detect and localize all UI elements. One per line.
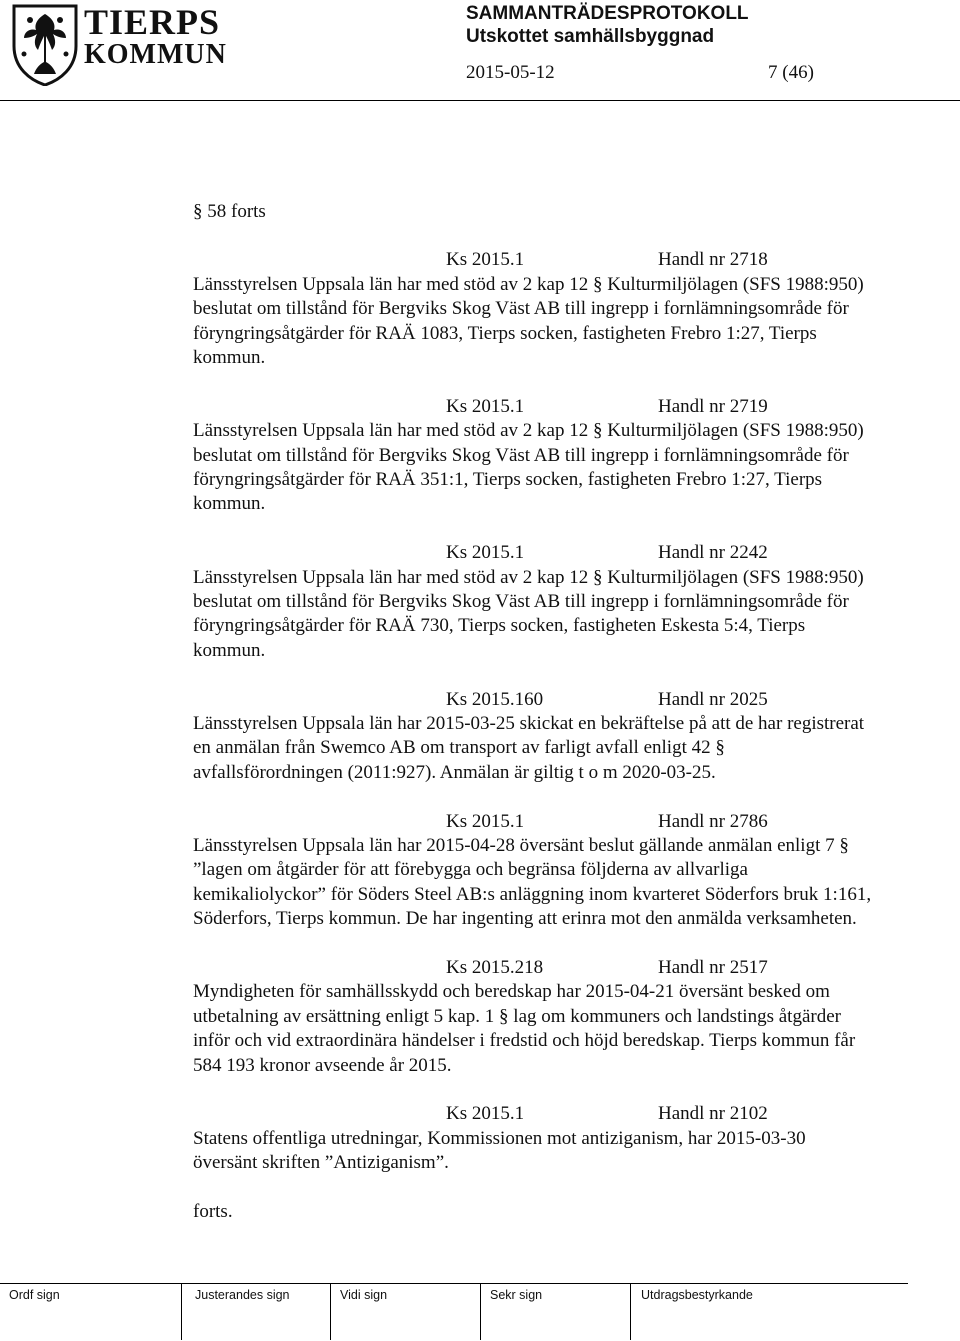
entry-text: Länsstyrelsen Uppsala län har med stöd av 2 kap 12 § Kulturmiljölagen (SFS 1988:950) beslutat om tillstånd för Bergviks Skog Väst AB till ingrepp i fornlämningsområde för föryngringsåtgärder för RAÄ 1083, Tierps socken, fastigheten Frebro 1:27, Tierps kommun. (193, 273, 864, 369)
tierps-kommun-crest-icon (10, 2, 80, 86)
entry-reference (193, 248, 873, 272)
header-divider (0, 100, 960, 101)
logo-line-1: TIERPS (84, 2, 221, 42)
entry (193, 1102, 873, 1175)
section-title: § 58 forts (193, 201, 266, 222)
continued-note: forts. (193, 1201, 233, 1223)
handling-number: Handl nr 2786 (658, 810, 768, 832)
sekr-sign-label: Sekr sign (490, 1288, 543, 1302)
ks-number: Ks 2015.1 (446, 395, 525, 417)
ks-number: Ks 2015.218 (446, 957, 544, 979)
handling-number: Handl nr 2242 (658, 542, 768, 564)
entry-text: Länsstyrelsen Uppsala län har 2015-03-25 skickat en bekräftelse på att de har registrerat en anmälan från Swemco AB om transport av farligt avfall enligt 42 § avfallsförordningen (2011:927). Anmälan är giltig t o m 2020-03-25. (193, 713, 865, 783)
handling-number: Handl nr 2517 (658, 957, 768, 979)
ks-number: Ks 2015.1 (446, 542, 525, 564)
logo-wordmark (84, 4, 227, 70)
handling-number: Handl nr 2719 (658, 395, 768, 417)
entry-reference (193, 1102, 873, 1126)
protocol-body (193, 200, 873, 1224)
utdrag-sign-label: Utdragsbestyrkande (641, 1288, 753, 1302)
meeting-date: 2015-05-12 (466, 62, 555, 83)
committee-name: Utskottet samhällsbyggnad (466, 26, 715, 47)
ks-number: Ks 2015.160 (446, 688, 544, 710)
entry-text: Länsstyrelsen Uppsala län har 2015-04-28 översänt beslut gällande anmälan enligt 7 § ”lagen om åtgärder för att förebygga och begränsa följderna av allvarliga kemikaliolyckor” för Söders Steel AB:s anläggning inom kvarteret Söderfors bruk 1:161, Söderfors, Tierps kommun. De har ingenting att erinra mot den anmälda verksamheten. (193, 835, 872, 930)
entry (193, 541, 873, 663)
entry (193, 248, 873, 370)
entry (193, 956, 873, 1078)
entry-reference (193, 810, 873, 834)
entry-text: Länsstyrelsen Uppsala län har med stöd av 2 kap 12 § Kulturmiljölagen (SFS 1988:950) beslutat om tillstånd för Bergviks Skog Väst AB till ingrepp i fornlämningsområde för föryngringsåtgärder för RAÄ 351:1, Tierps socken, fastigheten Frebro 1:27, Tierps kommun. (193, 420, 864, 515)
entry-reference (193, 395, 873, 419)
entry (193, 395, 873, 517)
justerande-sign-label: Justerandes sign (195, 1288, 290, 1302)
ks-number: Ks 2015.1 (446, 810, 525, 832)
handling-number: Handl nr 2025 (658, 688, 768, 710)
entry-reference (193, 688, 873, 712)
ks-number: Ks 2015.1 (446, 249, 525, 271)
entry (193, 810, 873, 932)
document-type: SAMMANTRÄDESPROTOKOLL (466, 3, 749, 24)
handling-number: Handl nr 2102 (658, 1103, 768, 1125)
logo-line-2: KOMMUN (84, 39, 227, 70)
entry-text: Statens offentliga utredningar, Kommissionen mot antiziganism, har 2015-03-30 översänt skriften ”Antiziganism”. (193, 1127, 806, 1174)
ks-number: Ks 2015.1 (446, 1103, 525, 1125)
entry-reference (193, 541, 873, 565)
entry-text: Myndigheten för samhällsskydd och beredskap har 2015-04-21 översänt besked om utbetalning av ersättning enligt 5 kap. 1 § lag om kommuners och landstings åtgärder inför och vid extraordinära händelser i fredstid och höjd beredskap. Tierps kommun får 584 193 kronor avseende år 2015. (193, 981, 856, 1076)
entry (193, 688, 873, 786)
page-number: 7 (46) (768, 62, 814, 83)
handling-number: Handl nr 2718 (658, 249, 768, 271)
entry-reference (193, 956, 873, 980)
entry-text: Länsstyrelsen Uppsala län har med stöd av 2 kap 12 § Kulturmiljölagen (SFS 1988:950) beslutat om tillstånd för Bergviks Skog Väst AB till ingrepp i fornlämningsområde för föryngringsåtgärder för RAÄ 730, Tierps socken, fastigheten Eskesta 5:4, Tierps kommun. (193, 566, 864, 661)
ordf-sign-label: Ordf sign (9, 1288, 60, 1302)
vidi-sign-label: Vidi sign (340, 1288, 388, 1302)
